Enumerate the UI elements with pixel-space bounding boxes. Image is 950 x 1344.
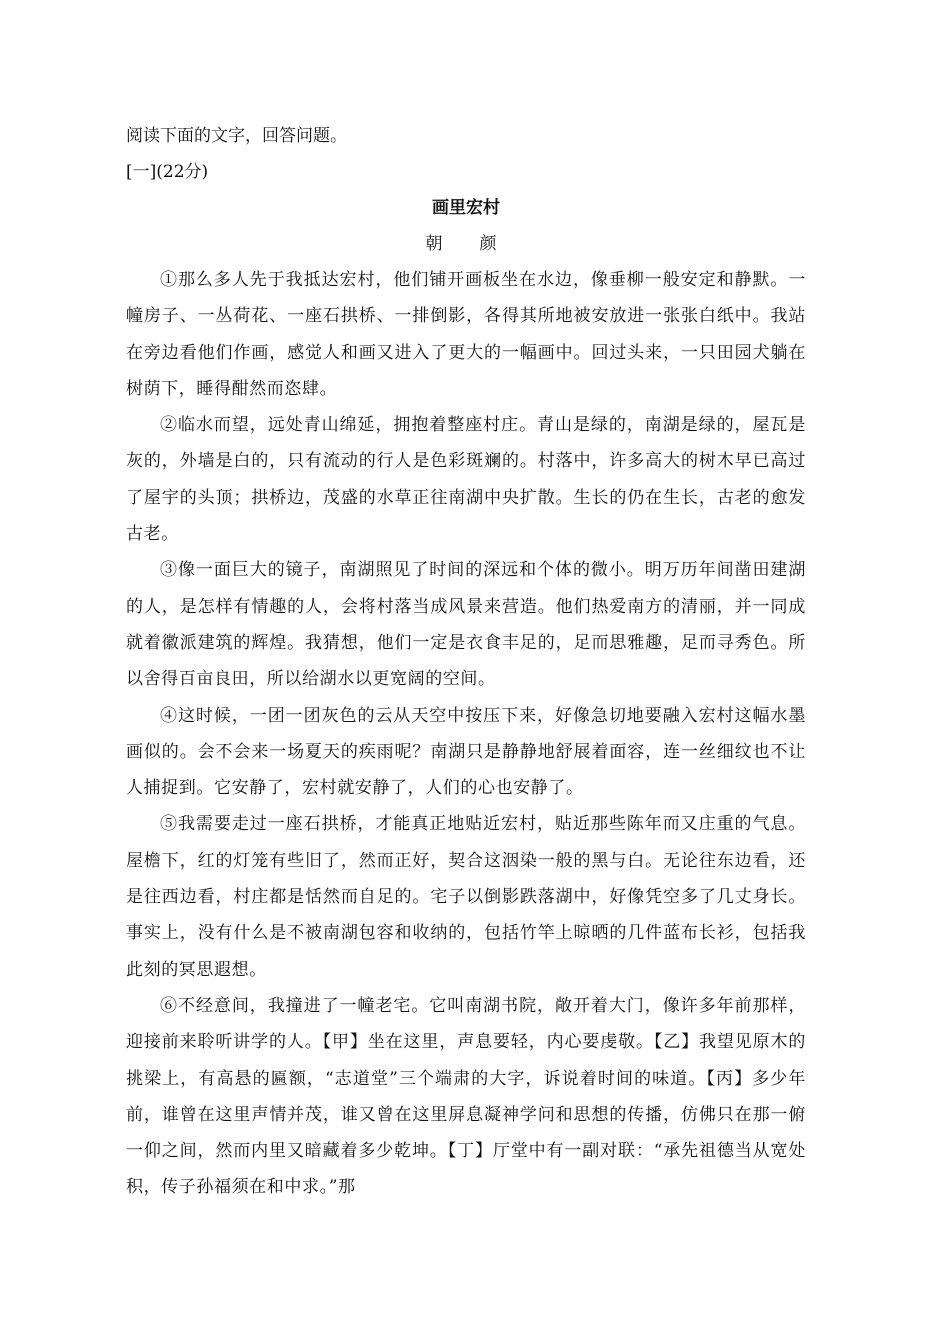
- paragraph-2: ②临水而望，远处青山绵延，拥抱着整座村庄。青山是绿的，南湖是绿的，屋瓦是灰的，外墙是白的，只有流动的行人是色彩斑斓的。村落中，许多高大的树木早已高过了屋宇的头顶；拱桥边，茂盛的水草正往南湖中央扩散。生长的仍在生长，古老的愈发古老。: [126, 415, 806, 545]
- paragraph-3: ③像一面巨大的镜子，南湖照见了时间的深远和个体的微小。明万历年间凿田建湖的人，是怎样有情趣的人，会将村落当成风景来营造。他们热爱南方的清丽，并一同成就着徽派建筑的辉煌。我猜想，他们一定是衣食丰足的，足而思雅趣，足而寻秀色。所以舍得百亩良田，所以给湖水以更宽阔的空间。: [126, 560, 806, 690]
- paragraph-4: ④这时候，一团一团灰色的云从天空中按压下来，好像急切地要融入宏村这幅水墨画似的。会不会来一场夏天的疾雨呢？南湖只是静静地舒展着面容，连一丝细纹也不让人捕捉到。它安静了，宏村就安静了，人们的心也安静了。: [126, 705, 806, 799]
- article-title: 画里宏村: [432, 198, 500, 218]
- document-page: [126, 118, 806, 1206]
- article-author: 朝 颜: [425, 234, 507, 254]
- paragraph-5: ⑤我需要走过一座石拱桥，才能真正地贴近宏村，贴近那些陈年而又庄重的气息。屋檐下，红的灯笼有些旧了，然而正好，契合这洇染一般的黑与白。无论往东边看，还是往西边看，村庄都是恬然而自足的。宅子以倒影跌落湖中，好像凭空多了几丈身长。事实上，没有什么是不被南湖包容和收纳的，包括竹竿上晾晒的几件蓝布长衫，包括我此刻的冥思遐想。: [126, 814, 806, 980]
- section-label: [一](22分): [126, 162, 209, 182]
- paragraph-1: ①那么多人先于我抵达宏村，他们铺开画板坐在水边，像垂柳一般安定和静默。一幢房子、一丛荷花、一座石拱桥、一排倒影，各得其所地被安放进一张张白纸中。我站在旁边看他们作画，感觉人和画又进入了更大的一幅画中。回过头来，一只田园犬躺在树荫下，睡得酣然而恣肆。: [126, 270, 806, 399]
- instruction-text: 阅读下面的文字，回答问题。: [126, 126, 347, 146]
- paragraph-6: ⑥不经意间，我撞进了一幢老宅。它叫南湖书院，敞开着大门，像许多年前那样，迎接前来聆听讲学的人。【甲】坐在这里，声息要轻，内心要虔敬。【乙】我望见原木的挑梁上，有高悬的匾额，“志道堂”三个端肃的大字，诉说着时间的味道。【丙】多少年前，谁曾在这里声情并茂，谁又曾在这里屏息凝神学问和思想的传播，仿佛只在那一俯一仰之间，然而内里又暗藏着多少乾坤。【丁】厅堂中有一副对联：“承先祖德当从宽处积，传子孙福须在和中求。”那: [126, 995, 806, 1198]
